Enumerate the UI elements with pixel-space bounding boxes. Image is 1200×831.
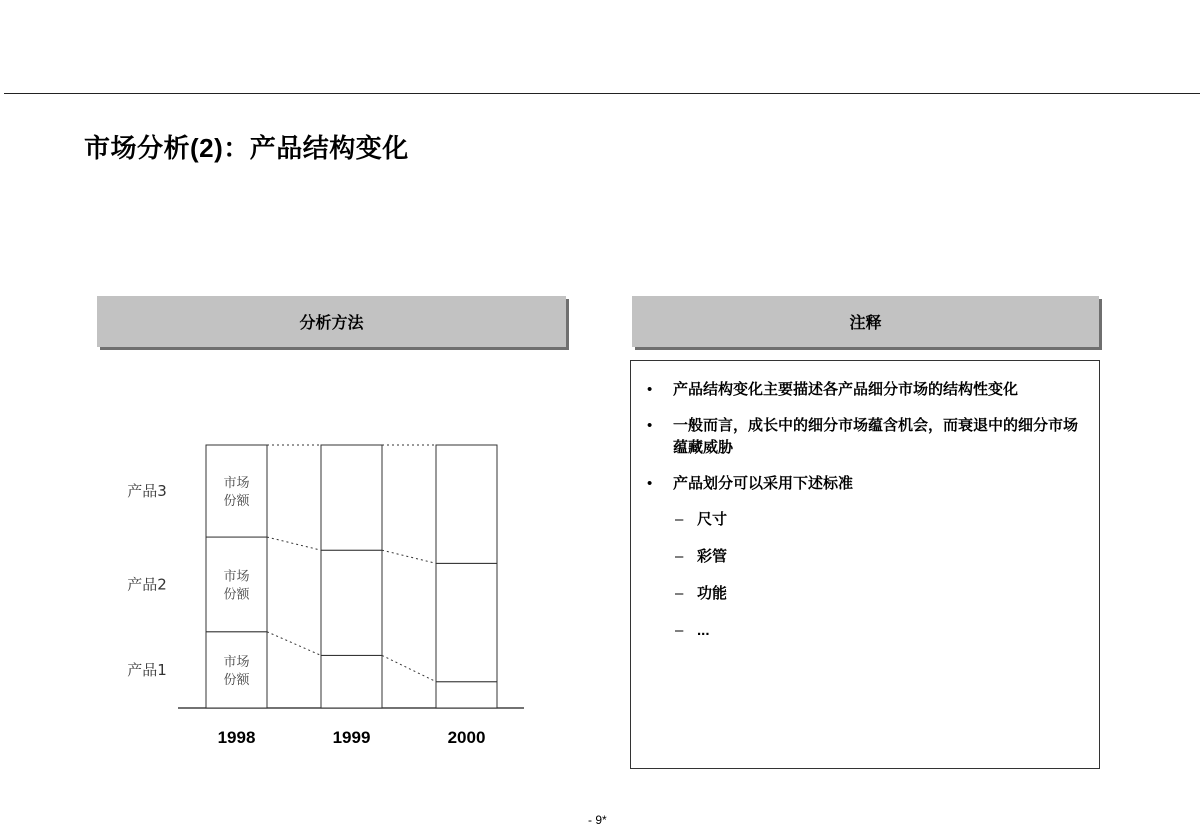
- note-item: [645, 546, 1085, 568]
- bar-segment: [321, 445, 382, 550]
- dash-icon: –: [675, 511, 684, 528]
- notes-header: 注释: [632, 296, 1099, 347]
- note-item: [645, 583, 1085, 605]
- bar-segment: [321, 550, 382, 655]
- segment-label: 份额: [223, 587, 250, 603]
- bullet-icon: •: [647, 381, 653, 398]
- note-text: 功能: [697, 585, 728, 602]
- product-label: 产品1: [127, 660, 167, 679]
- bar-segment: [436, 445, 497, 563]
- note-item: [645, 509, 1085, 531]
- note-text: 彩管: [697, 548, 728, 565]
- segment-label: 市场: [223, 569, 250, 585]
- market-share-chart: [0, 0, 600, 800]
- analysis-method-header: 分析方法: [97, 296, 566, 347]
- product-label: 产品3: [127, 482, 167, 501]
- note-item: [645, 415, 1085, 459]
- bullet-icon: •: [647, 417, 653, 434]
- dash-icon: –: [675, 548, 684, 565]
- note-text: ...: [697, 622, 710, 639]
- year-label: 2000: [447, 728, 486, 747]
- page-number: - 9*: [588, 813, 607, 827]
- dash-icon: –: [675, 585, 684, 602]
- note-text: 尺寸: [697, 511, 728, 528]
- connector-line: [382, 550, 436, 563]
- bar-segment: [436, 563, 497, 681]
- page-title: 市场分析(2)：产品结构变化: [84, 133, 409, 163]
- note-text: 一般而言，成长中的细分市场蕴含机会，而衰退中的细分市场蕴藏威胁: [673, 417, 1079, 456]
- note-item: [645, 473, 1085, 495]
- note-item: [645, 620, 1085, 642]
- segment-label: 份额: [223, 494, 250, 510]
- product-label: 产品2: [127, 575, 167, 594]
- note-text: 产品结构变化主要描述各产品细分市场的结构性变化: [673, 381, 1019, 398]
- note-text: 产品划分可以采用下述标准: [673, 475, 854, 492]
- year-label: 1998: [217, 728, 256, 747]
- bar-segment: [321, 655, 382, 708]
- notes-list: [645, 379, 1085, 657]
- connector-line: [267, 632, 321, 656]
- notes-box: [630, 360, 1100, 769]
- connector-line: [267, 537, 321, 550]
- segment-label: 市场: [223, 476, 250, 492]
- segment-label: 份额: [223, 672, 250, 688]
- bar-segment: [436, 682, 497, 708]
- bullet-icon: •: [647, 475, 653, 492]
- dash-icon: –: [675, 622, 684, 639]
- note-item: [645, 379, 1085, 401]
- year-label: 1999: [332, 728, 371, 747]
- segment-label: 市场: [223, 654, 250, 670]
- connector-line: [382, 655, 436, 681]
